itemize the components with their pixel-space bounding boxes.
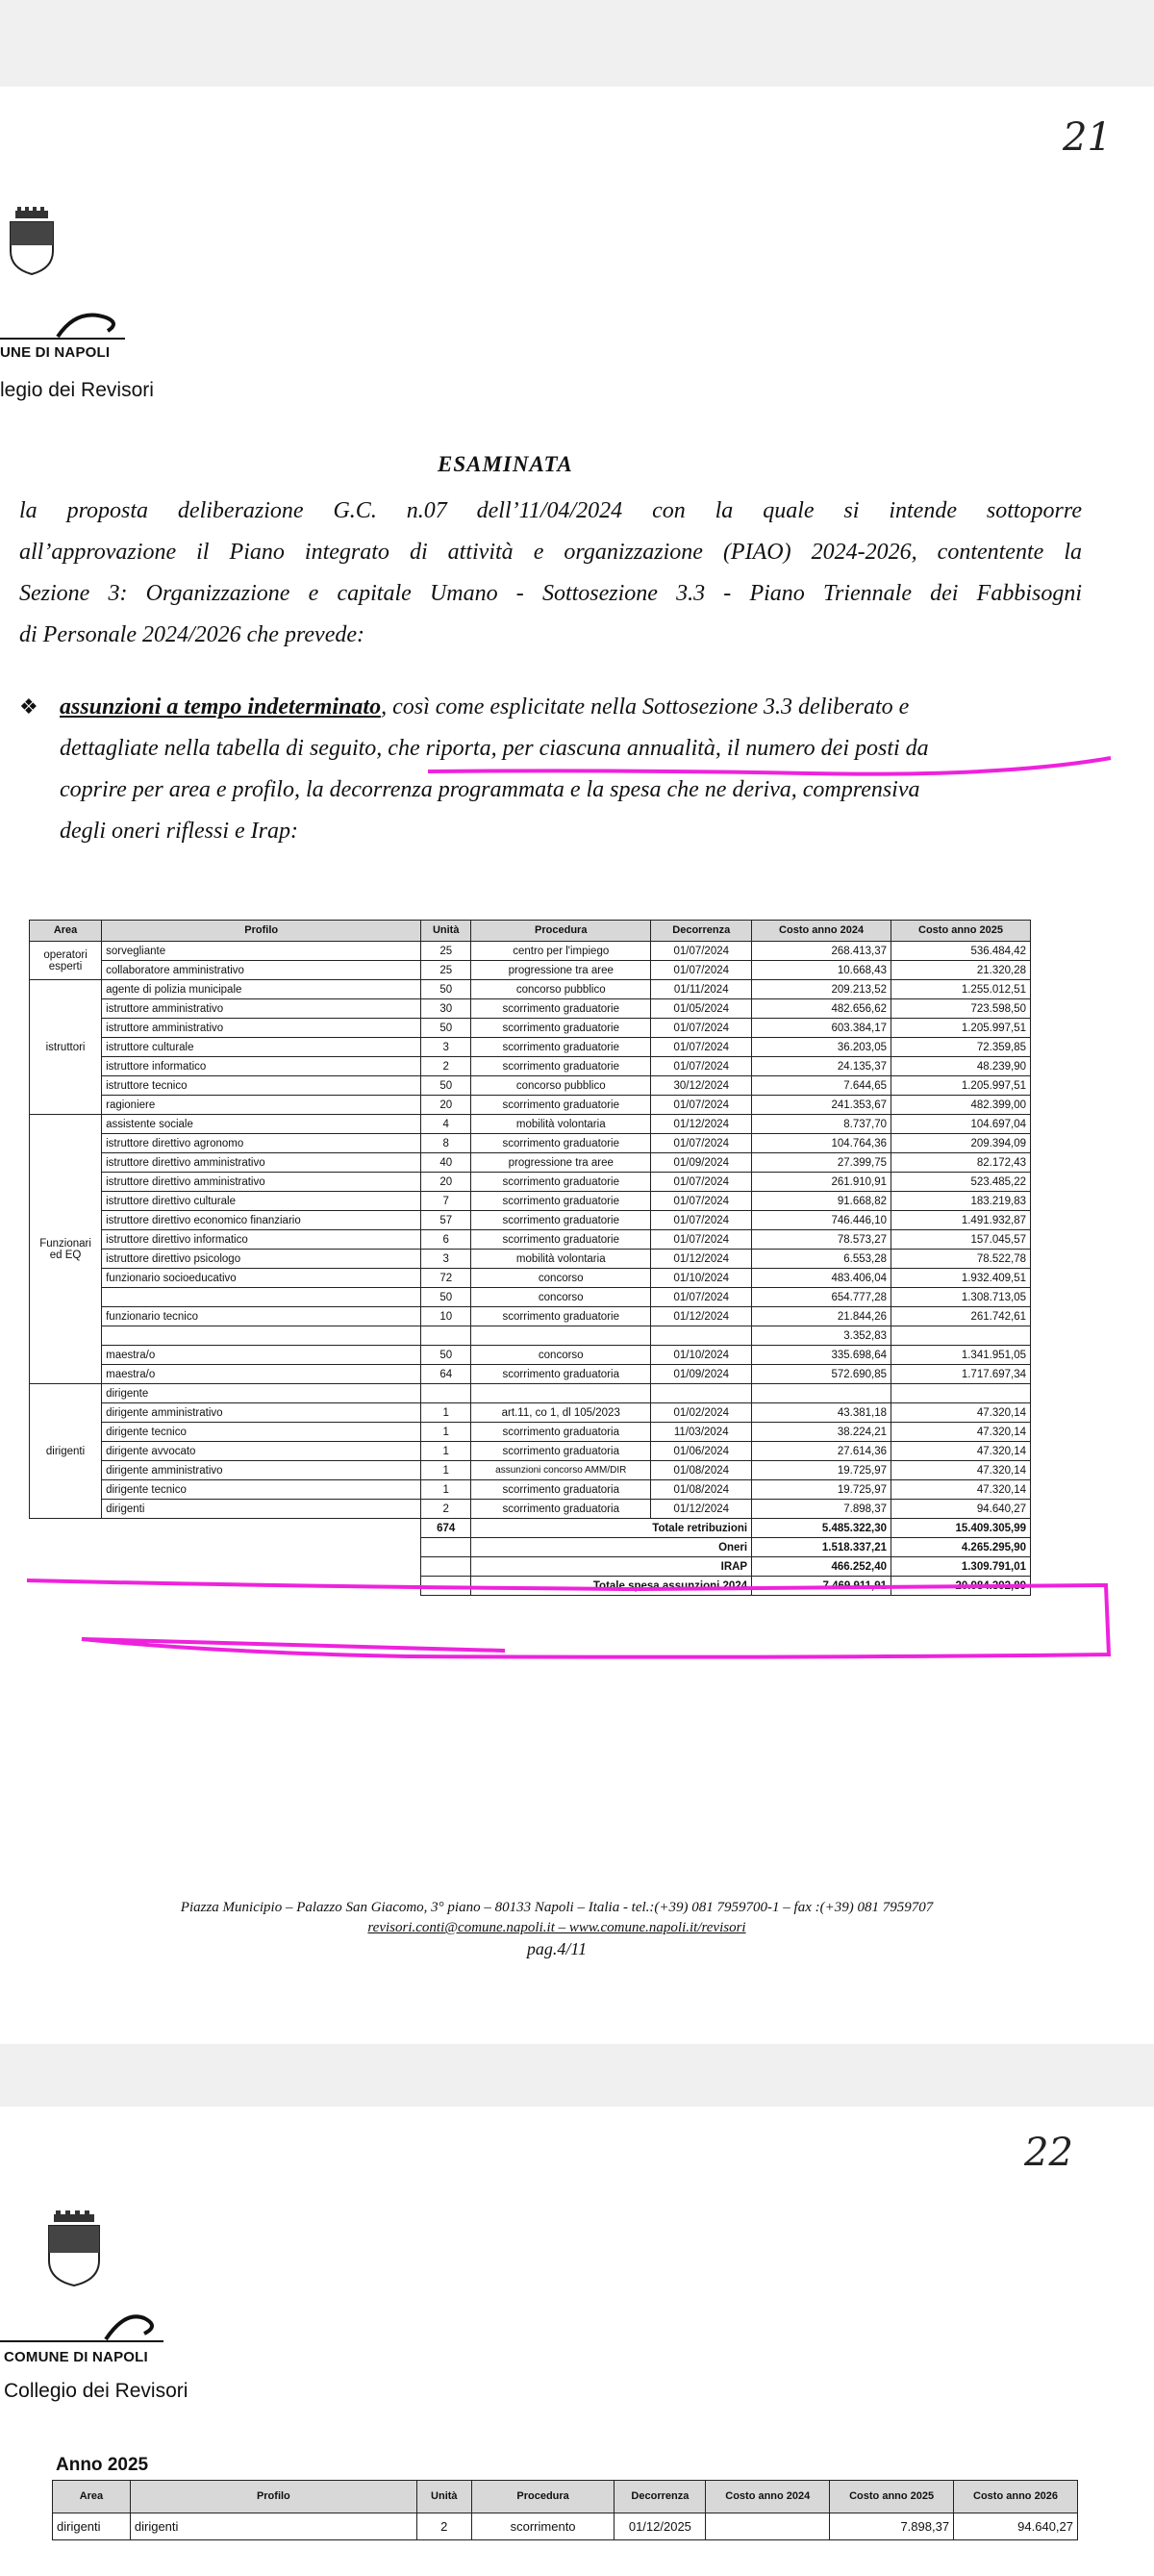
cell-costo-2024: 24.135,37 [752, 1057, 891, 1076]
cell-costo-2024: 27.399,75 [752, 1153, 891, 1173]
summary-unita [421, 1577, 471, 1596]
cell-unita: 10 [421, 1307, 471, 1326]
table-row [30, 1365, 1031, 1384]
cell-unita [421, 1326, 471, 1346]
cell-unita: 1 [421, 1480, 471, 1500]
cell-procedura: scorrimento graduatorie [471, 999, 651, 1019]
cell-costo-2025: 1.205.997,51 [891, 1019, 1031, 1038]
hiring-table-2025 [52, 2480, 1078, 2540]
cell-profilo: sorvegliante [102, 942, 421, 961]
cell-costo-2025: 94.640,27 [891, 1500, 1031, 1519]
cell-unita: 3 [421, 1038, 471, 1057]
col-header-costo-2024: Costo anno 2024 [752, 921, 891, 942]
cell-decorrenza: 01/07/2024 [651, 1096, 752, 1115]
table-row [30, 980, 1031, 999]
cell-unita: 20 [421, 1173, 471, 1192]
table-row [30, 1115, 1031, 1134]
col-header-decorrenza: Decorrenza [651, 921, 752, 942]
summary-spacer [30, 1557, 421, 1577]
cell-profilo: dirigente amministrativo [102, 1403, 421, 1423]
cell-decorrenza: 01/06/2024 [651, 1442, 752, 1461]
cell-profilo: dirigenti [130, 2513, 416, 2540]
cell-procedura: art.11, co 1, dl 105/2023 [471, 1403, 651, 1423]
col-header-profilo: Profilo [130, 2481, 416, 2513]
cell-profilo: funzionario tecnico [102, 1307, 421, 1326]
cell-costo-2025: 21.320,28 [891, 961, 1031, 980]
handwritten-page-number: 21 [1063, 115, 1112, 160]
cell-unita: 25 [421, 961, 471, 980]
cell-profilo [102, 1288, 421, 1307]
summary-unita: 674 [421, 1519, 471, 1538]
cell-decorrenza: 01/12/2024 [651, 1500, 752, 1519]
cell-costo-2024: 27.614,36 [752, 1442, 891, 1461]
cell-costo-2024: 78.573,27 [752, 1230, 891, 1250]
cell-costo-2024: 19.725,97 [752, 1461, 891, 1480]
cell-costo-2024: 38.224,21 [752, 1423, 891, 1442]
cell-unita: 20 [421, 1096, 471, 1115]
col-header-procedura: Procedura [471, 921, 651, 942]
cell-costo-2025: 1.717.697,34 [891, 1365, 1031, 1384]
cell-costo-2024: 10.668,43 [752, 961, 891, 980]
table-row [30, 1423, 1031, 1442]
bullet-line-1-rest: , così come esplicitate nella Sottosezione 3.3 deliberato e [381, 695, 910, 720]
cell-profilo: agente di polizia municipale [102, 980, 421, 999]
summary-row [30, 1557, 1031, 1577]
cell-unita: 1 [421, 1442, 471, 1461]
cell-costo-2025: 78.522,78 [891, 1250, 1031, 1269]
cell-profilo: istruttore tecnico [102, 1076, 421, 1096]
cell-costo-2025 [891, 1384, 1031, 1403]
summary-spacer [30, 1577, 421, 1596]
cell-procedura: scorrimento graduatoria [471, 1442, 651, 1461]
cell-costo-2025: 1.205.997,51 [891, 1076, 1031, 1096]
cell-decorrenza: 01/12/2025 [615, 2513, 706, 2540]
table-row [30, 1250, 1031, 1269]
summary-label: Totale retribuzioni [471, 1519, 752, 1538]
cell-decorrenza: 01/07/2024 [651, 1192, 752, 1211]
cell-area: Funzionari ed EQ [30, 1115, 102, 1384]
cell-profilo: istruttore culturale [102, 1038, 421, 1057]
cell-costo-2025: 1.341.951,05 [891, 1346, 1031, 1365]
summary-y2024: 466.252,40 [752, 1557, 891, 1577]
cell-unita: 1 [421, 1461, 471, 1480]
cell-costo-2025: 7.898,37 [830, 2513, 954, 2540]
summary-y2025: 20.984.392,89 [891, 1577, 1031, 1596]
cell-decorrenza: 11/03/2024 [651, 1423, 752, 1442]
bullet-line-3: coprire per area e profilo, la decorrenza programmata e la spesa che ne deriva, comprensiva [60, 777, 920, 802]
cell-unita [421, 1384, 471, 1403]
document-page-1 [0, 87, 1154, 2044]
footer-links[interactable]: revisori.conti@comune.napoli.it – www.comune.napoli.it/revisori [367, 1920, 746, 1935]
cell-profilo: dirigente amministrativo [102, 1461, 421, 1480]
summary-row [30, 1538, 1031, 1557]
cell-decorrenza: 01/08/2024 [651, 1480, 752, 1500]
cell-profilo: istruttore direttivo informatico [102, 1230, 421, 1250]
cell-procedura: scorrimento graduatorie [471, 1134, 651, 1153]
col-header-unita: Unità [421, 921, 471, 942]
cell-costo-2025: 536.484,42 [891, 942, 1031, 961]
cell-decorrenza: 01/02/2024 [651, 1403, 752, 1423]
cell-costo-2025: 183.219,83 [891, 1192, 1031, 1211]
cell-decorrenza: 01/11/2024 [651, 980, 752, 999]
cell-costo-2024: 3.352,83 [752, 1326, 891, 1346]
cell-costo-2025: 72.359,85 [891, 1038, 1031, 1057]
cell-decorrenza: 01/07/2024 [651, 1173, 752, 1192]
cell-costo-2024: 572.690,85 [752, 1365, 891, 1384]
cell-procedura: mobilità volontaria [471, 1115, 651, 1134]
cell-unita: 50 [421, 1076, 471, 1096]
cell-profilo: maestra/o [102, 1346, 421, 1365]
cell-area: dirigenti [53, 2513, 131, 2540]
bullet-lead: assunzioni a tempo indeterminato [60, 695, 382, 720]
cell-costo-2024: 268.413,37 [752, 942, 891, 961]
cell-costo-2025: 482.399,00 [891, 1096, 1031, 1115]
col-header-unita: Unità [416, 2481, 471, 2513]
cell-unita: 50 [421, 1346, 471, 1365]
cell-decorrenza: 01/07/2024 [651, 1019, 752, 1038]
cell-unita: 25 [421, 942, 471, 961]
summary-y2024: 1.518.337,21 [752, 1538, 891, 1557]
cell-profilo: dirigenti [102, 1500, 421, 1519]
cell-costo-2025: 1.255.012,51 [891, 980, 1031, 999]
cell-costo-2025: 104.697,04 [891, 1115, 1031, 1134]
year-title: Anno 2025 [56, 2455, 149, 2475]
cell-costo-2024: 209.213,52 [752, 980, 891, 999]
bullet-line-1 [60, 687, 1082, 728]
cell-profilo: istruttore amministrativo [102, 999, 421, 1019]
col-header-area: Area [53, 2481, 131, 2513]
table-row [30, 1461, 1031, 1480]
cell-costo-2025: 48.239,90 [891, 1057, 1031, 1076]
cell-procedura: concorso [471, 1346, 651, 1365]
cell-procedura: scorrimento [471, 2513, 615, 2540]
cell-profilo: istruttore direttivo economico finanziario [102, 1211, 421, 1230]
cell-costo-2025: 261.742,61 [891, 1307, 1031, 1326]
table-row [30, 1192, 1031, 1211]
cell-unita: 8 [421, 1134, 471, 1153]
summary-row [30, 1577, 1031, 1596]
summary-y2025: 4.265.295,90 [891, 1538, 1031, 1557]
cell-costo-2025: 47.320,14 [891, 1480, 1031, 1500]
cell-decorrenza: 01/07/2024 [651, 1230, 752, 1250]
cell-unita: 3 [421, 1250, 471, 1269]
college-name: legio dei Revisori [0, 379, 154, 401]
cell-costo-2024: 482.656,62 [752, 999, 891, 1019]
cell-costo-2025: 1.308.713,05 [891, 1288, 1031, 1307]
cell-costo-2025: 47.320,14 [891, 1423, 1031, 1442]
col-header-area: Area [30, 921, 102, 942]
cell-unita: 4 [421, 1115, 471, 1134]
cell-procedura: scorrimento graduatoria [471, 1365, 651, 1384]
cell-unita: 2 [416, 2513, 471, 2540]
table-row [30, 1307, 1031, 1326]
cell-unita: 2 [421, 1500, 471, 1519]
cell-unita: 6 [421, 1230, 471, 1250]
table-row [30, 1288, 1031, 1307]
cell-procedura [471, 1384, 651, 1403]
table-row [30, 1346, 1031, 1365]
cell-decorrenza: 01/12/2024 [651, 1115, 752, 1134]
cell-profilo: collaboratore amministrativo [102, 961, 421, 980]
cell-procedura: centro per l'impiego [471, 942, 651, 961]
summary-y2025: 1.309.791,01 [891, 1557, 1031, 1577]
cell-decorrenza: 01/12/2024 [651, 1250, 752, 1269]
cell-costo-2024: 7.644,65 [752, 1076, 891, 1096]
cell-profilo: dirigente tecnico [102, 1423, 421, 1442]
cell-decorrenza: 01/12/2024 [651, 1307, 752, 1326]
cell-profilo: funzionario socioeducativo [102, 1269, 421, 1288]
col-header-procedura: Procedura [471, 2481, 615, 2513]
table-row [30, 1269, 1031, 1288]
cell-decorrenza: 01/07/2024 [651, 961, 752, 980]
footer-address: Piazza Municipio – Palazzo San Giacomo, 3° piano – 80133 Napoli – Italia - tel.:(+39) 081 7959700-1 – fax :(+39) 081 7959707 [180, 1900, 934, 1915]
table-row [30, 1500, 1031, 1519]
table-row [30, 1230, 1031, 1250]
table-row [30, 1211, 1031, 1230]
cell-profilo: dirigente [102, 1384, 421, 1403]
cell-costo-2024: 261.910,91 [752, 1173, 891, 1192]
summary-row [30, 1519, 1031, 1538]
cell-profilo: ragioniere [102, 1096, 421, 1115]
cell-costo-2024 [752, 1384, 891, 1403]
cell-profilo: istruttore direttivo psicologo [102, 1250, 421, 1269]
summary-label: IRAP [471, 1557, 752, 1577]
cell-decorrenza: 01/07/2024 [651, 1211, 752, 1230]
cell-procedura: scorrimento graduatorie [471, 1038, 651, 1057]
cell-unita: 50 [421, 1019, 471, 1038]
cell-costo-2025: 82.172,43 [891, 1153, 1031, 1173]
page-number: pag.4/11 [526, 1939, 588, 1958]
summary-unita [421, 1538, 471, 1557]
cell-unita: 2 [421, 1057, 471, 1076]
cell-decorrenza: 01/08/2024 [651, 1461, 752, 1480]
cell-profilo: istruttore informatico [102, 1057, 421, 1076]
cell-decorrenza: 01/07/2024 [651, 1057, 752, 1076]
table-row [30, 999, 1031, 1019]
table-row [30, 961, 1031, 980]
cell-unita: 72 [421, 1269, 471, 1288]
cell-profilo [102, 1326, 421, 1346]
cell-unita: 64 [421, 1365, 471, 1384]
cell-costo-2025 [891, 1326, 1031, 1346]
bullet-line-4: degli oneri riflessi e Irap: [60, 819, 298, 844]
table-row [30, 1057, 1031, 1076]
cell-procedura: concorso pubblico [471, 1076, 651, 1096]
cell-unita: 30 [421, 999, 471, 1019]
table-row [53, 2513, 1078, 2540]
brand-name: COMUNE DI NAPOLI [4, 2349, 148, 2365]
cell-costo-2025: 723.598,50 [891, 999, 1031, 1019]
table-row [30, 1403, 1031, 1423]
intro-line-2: all’approvazione il Piano integrato di attività e organizzazione (PIAO) 2024-2026, contentente la [19, 540, 1082, 565]
cell-procedura: scorrimento graduatoria [471, 1480, 651, 1500]
cell-profilo: assistente sociale [102, 1115, 421, 1134]
brand-name: UNE DI NAPOLI [0, 344, 111, 361]
cell-costo-2024 [706, 2513, 830, 2540]
cell-decorrenza: 01/07/2024 [651, 1288, 752, 1307]
cell-unita: 40 [421, 1153, 471, 1173]
table-row [30, 1173, 1031, 1192]
cell-procedura: scorrimento graduatoria [471, 1500, 651, 1519]
summary-label: Totale spesa assunzioni 2024 [471, 1577, 752, 1596]
col-header-profilo: Profilo [102, 921, 421, 942]
cell-costo-2025: 157.045,57 [891, 1230, 1031, 1250]
cell-profilo: istruttore direttivo culturale [102, 1192, 421, 1211]
cell-costo-2024: 36.203,05 [752, 1038, 891, 1057]
cell-costo-2025: 47.320,14 [891, 1403, 1031, 1423]
cell-decorrenza: 01/07/2024 [651, 1038, 752, 1057]
col-header-decorrenza: Decorrenza [615, 2481, 706, 2513]
col-header-costo-2025: Costo anno 2025 [891, 921, 1031, 942]
cell-costo-2025: 47.320,14 [891, 1442, 1031, 1461]
cell-procedura: concorso [471, 1269, 651, 1288]
cell-profilo: istruttore direttivo amministrativo [102, 1173, 421, 1192]
table-row [30, 1442, 1031, 1461]
cell-procedura: scorrimento graduatorie [471, 1173, 651, 1192]
cell-decorrenza: 01/09/2024 [651, 1153, 752, 1173]
cell-costo-2024: 654.777,28 [752, 1288, 891, 1307]
cell-decorrenza: 01/05/2024 [651, 999, 752, 1019]
cell-costo-2024: 603.384,17 [752, 1019, 891, 1038]
summary-y2025: 15.409.305,99 [891, 1519, 1031, 1538]
cell-procedura: mobilità volontaria [471, 1250, 651, 1269]
cell-costo-2024: 483.406,04 [752, 1269, 891, 1288]
cell-profilo: maestra/o [102, 1365, 421, 1384]
cell-decorrenza: 01/10/2024 [651, 1346, 752, 1365]
cell-unita: 1 [421, 1403, 471, 1423]
col-header-costo-2024: Costo anno 2024 [706, 2481, 830, 2513]
cell-unita: 57 [421, 1211, 471, 1230]
cell-unita: 50 [421, 980, 471, 999]
table-row [30, 1038, 1031, 1057]
cell-procedura: scorrimento graduatorie [471, 1307, 651, 1326]
cell-procedura: assunzioni concorso AMM/DIR [471, 1461, 651, 1480]
cell-area: istruttori [30, 980, 102, 1115]
bullet-diamond-icon: ❖ [19, 695, 38, 719]
table-row [30, 1134, 1031, 1153]
intro-line-4: di Personale 2024/2026 che prevede: [19, 622, 365, 647]
cell-costo-2024: 8.737,70 [752, 1115, 891, 1134]
cell-procedura: progressione tra aree [471, 961, 651, 980]
table-row [30, 1326, 1031, 1346]
brand-logo-icon [0, 2309, 163, 2347]
cell-costo-2024: 335.698,64 [752, 1346, 891, 1365]
coat-of-arms-icon [46, 2210, 102, 2287]
cell-costo-2024: 91.668,82 [752, 1192, 891, 1211]
cell-decorrenza: 01/07/2024 [651, 1134, 752, 1153]
summary-y2024: 7.469.911,91 [752, 1577, 891, 1596]
cell-costo-2024: 43.381,18 [752, 1403, 891, 1423]
table-row [30, 1480, 1031, 1500]
cell-procedura: scorrimento graduatorie [471, 1192, 651, 1211]
cell-procedura: scorrimento graduatorie [471, 1057, 651, 1076]
cell-costo-2025: 1.932.409,51 [891, 1269, 1031, 1288]
cell-costo-2025: 47.320,14 [891, 1461, 1031, 1480]
cell-costo-2026: 94.640,27 [954, 2513, 1078, 2540]
cell-decorrenza [651, 1326, 752, 1346]
cell-profilo: dirigente avvocato [102, 1442, 421, 1461]
table-row [30, 1153, 1031, 1173]
cell-decorrenza: 01/09/2024 [651, 1365, 752, 1384]
table-row [30, 1384, 1031, 1403]
college-name: Collegio dei Revisori [4, 2380, 188, 2402]
intro-line-1: la proposta deliberazione G.C. n.07 dell’11/04/2024 con la quale si intende sottoporre [19, 498, 1082, 523]
cell-decorrenza: 01/07/2024 [651, 942, 752, 961]
summary-spacer [30, 1519, 421, 1538]
cell-profilo: istruttore direttivo amministrativo [102, 1153, 421, 1173]
cell-unita: 1 [421, 1423, 471, 1442]
table-row [30, 942, 1031, 961]
cell-costo-2025: 1.491.932,87 [891, 1211, 1031, 1230]
cell-procedura: progressione tra aree [471, 1153, 651, 1173]
document-page-2 [0, 2107, 1154, 2576]
summary-unita [421, 1557, 471, 1577]
cell-costo-2025: 209.394,09 [891, 1134, 1031, 1153]
cell-costo-2024: 21.844,26 [752, 1307, 891, 1326]
cell-procedura [471, 1326, 651, 1346]
section-title: ESAMINATA [438, 452, 573, 476]
cell-decorrenza [651, 1384, 752, 1403]
cell-procedura: concorso [471, 1288, 651, 1307]
hiring-table [29, 920, 1031, 1596]
coat-of-arms-icon [8, 207, 56, 276]
cell-procedura: scorrimento graduatorie [471, 1096, 651, 1115]
cell-profilo: istruttore amministrativo [102, 1019, 421, 1038]
summary-y2024: 5.485.322,30 [752, 1519, 891, 1538]
summary-label: Oneri [471, 1538, 752, 1557]
table-row [30, 1096, 1031, 1115]
cell-procedura: scorrimento graduatorie [471, 1211, 651, 1230]
cell-profilo: dirigente tecnico [102, 1480, 421, 1500]
cell-costo-2024: 104.764,36 [752, 1134, 891, 1153]
bullet-line-2: dettagliate nella tabella di seguito, che riporta, per ciascuna annualità, il numero dei posti da [60, 736, 929, 761]
summary-spacer [30, 1538, 421, 1557]
cell-procedura: scorrimento graduatorie [471, 1230, 651, 1250]
cell-costo-2024: 19.725,97 [752, 1480, 891, 1500]
cell-costo-2025: 523.485,22 [891, 1173, 1031, 1192]
cell-costo-2024: 241.353,67 [752, 1096, 891, 1115]
cell-costo-2024: 7.898,37 [752, 1500, 891, 1519]
col-header-costo-2025: Costo anno 2025 [830, 2481, 954, 2513]
cell-decorrenza: 01/10/2024 [651, 1269, 752, 1288]
cell-area: operatori esperti [30, 942, 102, 980]
cell-area: dirigenti [30, 1384, 102, 1519]
cell-procedura: concorso pubblico [471, 980, 651, 999]
cell-decorrenza: 30/12/2024 [651, 1076, 752, 1096]
cell-procedura: scorrimento graduatoria [471, 1423, 651, 1442]
cell-procedura: scorrimento graduatorie [471, 1019, 651, 1038]
cell-costo-2024: 746.446,10 [752, 1211, 891, 1230]
handwritten-page-number-2: 22 [1024, 2131, 1073, 2175]
intro-line-3: Sezione 3: Organizzazione e capitale Umano - Sottosezione 3.3 - Piano Triennale dei Fabbisogni [19, 581, 1082, 606]
col-header-costo-2026: Costo anno 2026 [954, 2481, 1078, 2513]
cell-costo-2024: 6.553,28 [752, 1250, 891, 1269]
table-row [30, 1076, 1031, 1096]
cell-profilo: istruttore direttivo agronomo [102, 1134, 421, 1153]
table-row [30, 1019, 1031, 1038]
brand-logo-icon [0, 308, 125, 346]
cell-unita: 7 [421, 1192, 471, 1211]
cell-unita: 50 [421, 1288, 471, 1307]
